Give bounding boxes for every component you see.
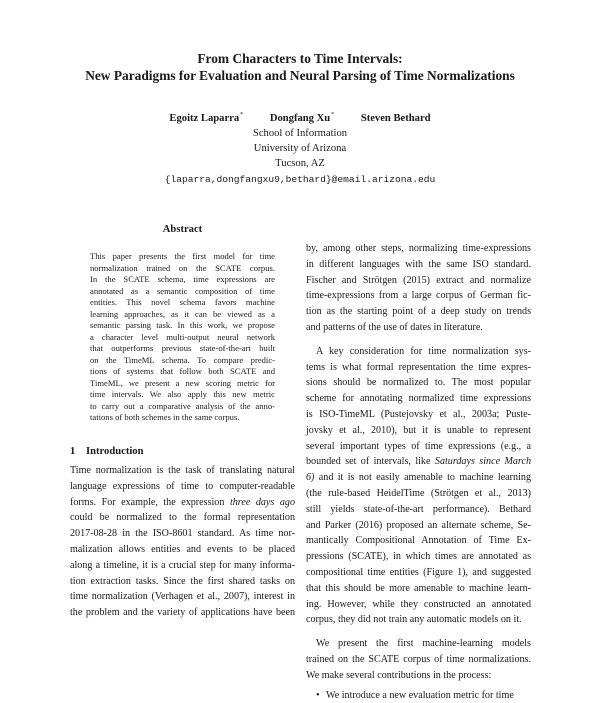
body-line: pressions (SCATE), in which times are annotated as xyxy=(306,551,531,563)
body-line: that this should be more amenable to machine learn- xyxy=(306,582,531,594)
abstract-line: to carry out a comparative analysis of the anno- xyxy=(90,400,275,411)
title-line-2: New Paradigms for Evaluation and Neural Parsing of Time Normalizations xyxy=(85,68,515,83)
body-line: ing. However, while they constructed an annotated xyxy=(306,598,531,610)
abstract-line: tions of systems that follow both SCATE and xyxy=(90,366,275,376)
abstract-line: This paper presents the first model for time xyxy=(90,251,275,261)
contribution-bullet: • We introduce a new evaluation metric for time xyxy=(306,688,531,703)
intro-line: along a timeline, it is a crucial step for many informa- xyxy=(70,559,295,571)
abstract-line: that outperforms previous state-of-the-art built xyxy=(90,343,275,353)
section-heading-introduction xyxy=(70,446,144,457)
body-line: mantically Compositional Annotation of Time Ex- xyxy=(306,535,531,547)
example-expression: three days ago xyxy=(229,496,295,508)
abstract-line: In the SCATE schema, time expressions are xyxy=(90,274,275,284)
intro-line: Time normalization is the task of translating natural xyxy=(70,465,295,476)
author-1: Egoitz Laparra* xyxy=(169,112,244,124)
affiliation-line-2: University of Arizona xyxy=(253,143,347,155)
example-expression: Saturdays since March xyxy=(434,456,531,468)
section-number: 1 xyxy=(70,446,76,457)
abstract-line: a character level multi-output neural network xyxy=(90,331,275,342)
body-line: 6) and it is not easily amenable to machine learning xyxy=(306,472,531,484)
introduction-text xyxy=(70,463,295,621)
body-line: sions should be normalized to. The most popular xyxy=(306,377,531,389)
body-line: tion as the starting point of a deep study on trends xyxy=(306,306,531,318)
abstract-line: learning approaches, as it can be viewed as a xyxy=(90,308,275,319)
intro-line: could be normalized to the formal representation xyxy=(70,512,295,524)
title-line-1: From Characters to Time Intervals: xyxy=(197,51,403,66)
intro-line: malization allows entities and events to be placed xyxy=(70,543,295,555)
intro-line: time normalization (Verhagen et al., 2007), interest in xyxy=(70,591,295,603)
body-line: We present the first machine-learning models xyxy=(316,638,531,650)
abstract-line: on the TimeML schema. To compare predic- xyxy=(90,354,275,365)
body-line: in different languages with the same ISO standard. xyxy=(306,258,531,270)
body-line: Fischer and Strötgen (2015) extract and normalize xyxy=(306,274,531,286)
abstract-line: annotated as a semantic composition of time xyxy=(90,285,275,296)
intro-line: the problem and the variety of applications have been xyxy=(70,607,295,619)
abstract-line: time intervals. We also apply this new metric xyxy=(90,389,275,399)
intro-line: language expressions of time to computer-readable xyxy=(70,480,295,492)
body-line: scheme for annotating normalized time expressions xyxy=(306,393,531,405)
abstract-line: tations of both schemes in the same corpus. xyxy=(90,412,240,422)
abstract-line: normalization trained on the SCATE corpus. xyxy=(90,262,275,273)
body-line: corpus, they did not train any automatic models on it. xyxy=(306,614,522,626)
body-line: jovsky et al., 2010), but it is unable to represent xyxy=(306,424,531,436)
author-2: Dongfang Xu* xyxy=(269,112,335,124)
abstract-line: entities. This novel schema favors machine xyxy=(90,297,275,307)
paper-title xyxy=(0,50,600,84)
right-column-text xyxy=(306,241,531,703)
abstract-line: TimeML, we present a new scoring metric for xyxy=(90,377,275,388)
abstract-line: semantic parsing task. In this work, we propose xyxy=(90,320,275,330)
body-line: by, among other steps, normalizing time-expressions xyxy=(306,243,531,254)
intro-line: 2017-08-28 in the ISO-8601 standard. As time nor- xyxy=(70,528,295,540)
author-3: Steven Bethard xyxy=(360,112,431,124)
body-line: We make several contributions in the process: xyxy=(306,669,492,681)
body-line: and Parker (2016) proposed an alternate scheme, Se- xyxy=(306,519,531,531)
section-title: Introduction xyxy=(86,446,144,457)
abstract-heading: Abstract xyxy=(162,224,203,235)
body-line: trained on the SCATE corpus of time normalizations. xyxy=(306,653,531,665)
intro-line: tion extraction tasks. Since the first shared tasks on xyxy=(70,575,295,587)
intro-line: forms. For example, the expression three days ago xyxy=(70,496,295,508)
body-line: time-expressions from a large corpus of German fic- xyxy=(306,290,531,302)
body-line: and patterns of the use of dates in literature. xyxy=(306,321,483,333)
body-line: bounded set of intervals, like Saturdays since March xyxy=(306,456,531,468)
body-line: still yields state-of-the-art performance). Bethard xyxy=(306,503,531,515)
affiliation-line-3: Tucson, AZ xyxy=(275,158,325,170)
abstract-text xyxy=(90,251,275,424)
body-line: A key consideration for time normalization sys- xyxy=(316,345,531,357)
body-line: tems is what formal representation the time expres- xyxy=(306,361,531,373)
body-line: (the rule-based HeidelTime (Strötgen et al., 2013) xyxy=(306,487,531,499)
author-email: {laparra,dongfangxu9,bethard}@email.arizona.edu xyxy=(164,173,436,185)
author-names xyxy=(0,108,600,126)
body-line: several important types of time expressions (e.g., a xyxy=(306,440,531,452)
affiliation-line-1: School of Information xyxy=(252,127,348,139)
body-line: compositional time entities (Figure 1), and suggested xyxy=(306,566,531,578)
body-line: is ISO-TimeML (Pustejovsky et al., 2003a; Puste- xyxy=(306,408,531,420)
author-block xyxy=(0,108,600,187)
